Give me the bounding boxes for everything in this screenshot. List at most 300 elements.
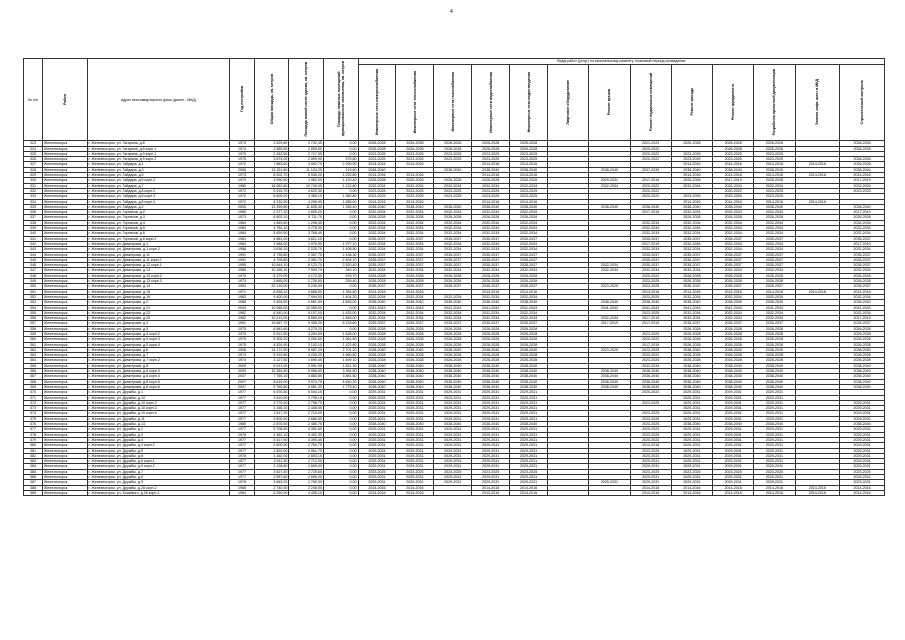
cell-num: 356 (24, 316, 43, 321)
cell-heating: 2029-2031 (396, 400, 434, 405)
col-header-construction-control: Строительный контроль (840, 64, 885, 140)
cell-basement: 2035-2037 (630, 263, 671, 268)
cell-construction-control: 2038-2040 (840, 384, 885, 389)
cell-basement: 2014-2016 (630, 490, 671, 495)
cell-water: 2038-2040 (472, 300, 510, 305)
cell-gas: 2029-2031 (434, 400, 472, 405)
cell-heating: 2026-2028 (396, 326, 434, 331)
cell-total-area: 1 849,60 (254, 220, 289, 225)
cell-roof: 2023-2025 (589, 347, 630, 352)
cell-nonres-area: 0,00 (323, 146, 358, 151)
cell-water: 2014-2016 (472, 490, 510, 495)
cell-construction-control: 2017-2019 (840, 210, 885, 215)
cell-address: г. Железногорск, ул. Димитрова, д.13 корп.2 (87, 273, 230, 278)
cell-heating: 2023-2025 (396, 151, 434, 156)
cell-foundation: 2026-2028 (713, 326, 754, 331)
cell-total-area: 3 162,00 (254, 453, 289, 458)
cell-water: 2032-2034 (472, 247, 510, 252)
cell-address: г. Железногорск, ул. Димитрова, д.8 корп.4 (87, 374, 230, 379)
cell-address: г. Железногорск, ул. Димитрова, д.8 корп.3 (87, 369, 230, 374)
cell-gas: 2038-2040 (434, 379, 472, 384)
cell-num: 362 (24, 347, 43, 352)
cell-address: г. Железногорск, ул. Дружбы, д.28 корп.2 (87, 485, 230, 490)
cell-construction-control: 2026-2028 (840, 157, 885, 162)
cell-electricity: 2038-2040 (358, 167, 396, 172)
cell-total-area: 19 667,70 (254, 321, 289, 326)
cell-gas: 2032-2034 (434, 210, 472, 215)
cell-water: 2038-2040 (472, 369, 510, 374)
cell-num: 331 (24, 183, 43, 188)
cell-year: 1977 (230, 459, 255, 464)
cell-total-area: 4 581,00 (254, 236, 289, 241)
cell-heating: 2029-2031 (396, 464, 434, 469)
cell-facade: 2026-2028 (671, 342, 712, 347)
cell-construction-control: 2029-2031 (840, 459, 885, 464)
cell-design-docs: 2026-2028 (754, 273, 795, 278)
cell-address: г. Железногорск, ул. Дружбы, д.6 (87, 453, 230, 458)
cell-electricity: 2026-2028 (358, 141, 396, 146)
cell-water: 2014-2016 (472, 173, 510, 178)
cell-facade: 2029-2031 (671, 395, 712, 400)
cell-address: г. Железногорск, ул. Дружбы, д.3 (87, 432, 230, 437)
cell-electricity: 2035-2037 (358, 321, 396, 326)
cell-sewerage: 2038-2040 (510, 347, 548, 352)
cell-basement: 2032-2034 (630, 220, 671, 225)
cell-water: 2032-2034 (472, 231, 510, 236)
cell-year: 2009 (230, 369, 255, 374)
cell-design-docs: 2023-2025 (754, 151, 795, 156)
cell-nonres-area: 0,00 (323, 490, 358, 495)
cell-gas: 2029-2031 (434, 406, 472, 411)
cell-year: 1977 (230, 395, 255, 400)
cell-water: 2032-2034 (472, 268, 510, 273)
cell-construction-control: 2017-2019 (840, 316, 885, 321)
cell-facade: 2014-2016 (671, 289, 712, 294)
cell-num: 371 (24, 395, 43, 400)
cell-address: г. Железногорск, ул. Димитрова, д.15 (87, 289, 230, 294)
cell-gas: 2038-2040 (434, 374, 472, 379)
cell-num: 323 (24, 141, 43, 146)
cell-nonres-area: 0,00 (323, 284, 358, 289)
cell-year: 1972 (230, 194, 255, 199)
cell-water: 2023-2025 (472, 188, 510, 193)
cell-construction-control: 2038-2040 (840, 369, 885, 374)
cell-heating: 2038-2040 (396, 422, 434, 427)
cell-gas: 2023-2025 (434, 157, 472, 162)
cell-electricity: 2014-2016 (358, 289, 396, 294)
cell-electricity: 2023-2025 (358, 188, 396, 193)
cell-living-area: 4 981,30 (289, 384, 324, 389)
cell-district: Железногорск (42, 173, 87, 178)
cell-facade: 2029-2031 (671, 411, 712, 416)
cell-design-docs: 2038-2040 (754, 167, 795, 172)
cell-total-area: 13 399,80 (254, 204, 289, 209)
cell-heating: 2029-2031 (396, 416, 434, 421)
cell-living-area: 2 702,40 (289, 141, 324, 146)
col-header-address: Адрес многоквартирного дома (далее - МКД) (87, 59, 230, 141)
cell-nonres-area: 0,00 (323, 432, 358, 437)
cell-living-area: 3 776,30 (289, 226, 324, 231)
cell-water: 2038-2040 (472, 374, 510, 379)
cell-district: Железногорск (42, 188, 87, 193)
cell-electricity: 2014-2016 (358, 162, 396, 167)
cell-facade: 2029-2031 (671, 432, 712, 437)
cell-basement: 2014-2016 (630, 485, 671, 490)
cell-address: г. Железногорск, ул. Горняков, д.2 (87, 210, 230, 215)
cell-construction-control: 2032-2034 (840, 231, 885, 236)
cell-foundation: 2023-2025 (713, 194, 754, 199)
cell-design-docs: 2032-2034 (754, 294, 795, 299)
cell-basement: 2038-2040 (630, 379, 671, 384)
cell-gas: 2029-2031 (434, 443, 472, 448)
cell-design-docs: 2014-2016 (754, 173, 795, 178)
cell-design-docs: 2029-2031 (754, 459, 795, 464)
cell-sewerage: 2029-2031 (510, 390, 548, 395)
cell-construction-control: 2032-2034 (840, 294, 885, 299)
cell-year: 1973 (230, 173, 255, 178)
cell-design-docs: 2038-2040 (754, 379, 795, 384)
cell-water: 2026-2028 (472, 358, 510, 363)
cell-basement: 2032-2034 (630, 226, 671, 231)
cell-design-docs: 2014-2016 (754, 199, 795, 204)
cell-facade: 2032-2034 (671, 268, 712, 273)
cell-sewerage: 2029-2031 (510, 464, 548, 469)
cell-year: 2007 (230, 379, 255, 384)
cell-district: Железногорск (42, 443, 87, 448)
cell-basement: 2020-2022 (630, 146, 671, 151)
cell-facade: 2026-2028 (671, 178, 712, 183)
cell-facade: 2029-2031 (671, 437, 712, 442)
cell-living-area: 7 994,00 (289, 294, 324, 299)
cell-water: 2038-2040 (472, 363, 510, 368)
cell-design-docs: 2029-2031 (754, 448, 795, 453)
cell-electricity: 2032-2034 (358, 294, 396, 299)
cell-total-area: 3 800,00 (254, 443, 289, 448)
cell-nonres-area: 1 848,00 (323, 316, 358, 321)
cell-num: 388 (24, 485, 43, 490)
cell-year: 1974 (230, 358, 255, 363)
cell-design-docs: 2032-2034 (754, 183, 795, 188)
cell-heating: 2032-2034 (396, 268, 434, 273)
cell-foundation: 2029-2031 (713, 432, 754, 437)
cell-basement: 2032-2034 (630, 247, 671, 252)
cell-sewerage: 2029-2031 (510, 406, 548, 411)
cell-construction-control: 2026-2028 (840, 273, 885, 278)
cell-nonres-area: 0,00 (323, 485, 358, 490)
cell-gas: 2026-2028 (434, 215, 472, 220)
cell-foundation: 2026-2028 (713, 273, 754, 278)
cell-heating: 2041-2043 (396, 305, 434, 310)
cell-facade: 2035-2037 (671, 252, 712, 257)
cell-construction-control: 2014-2016 (840, 490, 885, 495)
cell-electricity: 2026-2028 (358, 353, 396, 358)
cell-address: г. Железногорск, ул. Димитрова, д.25 (87, 316, 230, 321)
cell-living-area: 2 991,00 (289, 363, 324, 368)
cell-gas: 2029-2031 (434, 453, 472, 458)
cell-electricity: 2032-2034 (358, 316, 396, 321)
cell-facade: 2026-2028 (671, 353, 712, 358)
cell-design-docs: 2035-2037 (754, 321, 795, 326)
cell-address: г. Железногорск, ул. Гайдара, д.1 (87, 162, 230, 167)
cell-design-docs: 2026-2028 (754, 141, 795, 146)
cell-facade: 2035-2037 (671, 236, 712, 241)
cell-sewerage: 2026-2028 (510, 358, 548, 363)
cell-electricity: 2032-2034 (358, 226, 396, 231)
col-header-year: Год постройки (230, 59, 255, 141)
cell-sewerage: 2029-2031 (510, 400, 548, 405)
cell-gas: 2026-2028 (434, 353, 472, 358)
cell-foundation: 2029-2031 (713, 453, 754, 458)
cell-facade: 2026-2028 (671, 279, 712, 284)
cell-construction-control: 2035-2037 (840, 284, 885, 289)
cell-facade: 2029-2031 (671, 416, 712, 421)
cell-year: 1978 (230, 480, 255, 485)
cell-electricity: 2014-2016 (358, 485, 396, 490)
cell-district: Железногорск (42, 432, 87, 437)
cell-design-docs: 2032-2034 (754, 247, 795, 252)
cell-foundation: 2026-2028 (713, 215, 754, 220)
cell-year: 1993 (230, 284, 255, 289)
cell-design-docs: 2029-2031 (754, 432, 795, 437)
cell-design-docs: 2038-2040 (754, 204, 795, 209)
cell-address: г. Железногорск, ул. Гайдара, д.3 (87, 167, 230, 172)
cell-water: 2032-2034 (472, 316, 510, 321)
cell-construction-control: 2029-2031 (840, 416, 885, 421)
cell-living-area: 4 406,10 (289, 490, 324, 495)
cell-gas: 2032-2034 (434, 183, 472, 188)
cell-facade: 2026-2028 (671, 215, 712, 220)
cell-sewerage: 2023-2025 (510, 188, 548, 193)
cell-construction-control: 2026-2028 (840, 146, 885, 151)
cell-total-area: 10 413,00 (254, 316, 289, 321)
cell-sewerage: 2038-2040 (510, 167, 548, 172)
cell-water: 2029-2031 (472, 390, 510, 395)
cell-living-area: 4 239,20 (289, 353, 324, 358)
cell-gas: 2041-2043 (434, 305, 472, 310)
cell-num: 351 (24, 289, 43, 294)
cell-sewerage: 2026-2028 (510, 146, 548, 151)
cell-num: 345 (24, 257, 43, 262)
cell-foundation: 2029-2031 (713, 448, 754, 453)
cell-gas: 2026-2028 (434, 342, 472, 347)
cell-living-area: 4 688,50 (289, 289, 324, 294)
cell-electricity: 2038-2040 (358, 300, 396, 305)
cell-gas: 2032-2034 (434, 247, 472, 252)
cell-sewerage: 2026-2028 (510, 141, 548, 146)
cell-design-docs: 2029-2031 (754, 464, 795, 469)
cell-district: Железногорск (42, 310, 87, 315)
cell-basement: 2020-2022 (630, 194, 671, 199)
cell-facade: 2014-2016 (671, 485, 712, 490)
cell-water: 2026-2028 (472, 337, 510, 342)
cell-district: Железногорск (42, 162, 87, 167)
cell-facade: 2041-2043 (671, 305, 712, 310)
cell-num: 341 (24, 236, 43, 241)
cell-foundation: 2032-2034 (713, 210, 754, 215)
cell-year: 1988 (230, 300, 255, 305)
cell-living-area: 2 061,70 (289, 448, 324, 453)
cell-district: Железногорск (42, 294, 87, 299)
cell-water: 2029-2031 (472, 427, 510, 432)
cell-basement: 2020-2022 (630, 390, 671, 395)
cell-construction-control: 2029-2031 (840, 475, 885, 480)
cell-address: г. Железногорск, ул. Димитрова, д.5 корп.3 (87, 337, 230, 342)
cell-year: 1972 (230, 199, 255, 204)
cell-living-area: 10 740,00 (289, 183, 324, 188)
cell-gas: 2035-2037 (434, 321, 472, 326)
cell-sewerage: 2023-2025 (510, 157, 548, 162)
cell-num: 368 (24, 379, 43, 384)
cell-design-docs: 2023-2025 (754, 469, 795, 474)
cell-foundation: 2026-2028 (713, 358, 754, 363)
cell-total-area: 3 165,10 (254, 406, 289, 411)
cell-foundation: 2038-2040 (713, 347, 754, 352)
cell-water: 2029-2031 (472, 480, 510, 485)
cell-nonres-area: 0,00 (323, 475, 358, 480)
cell-nonres-area: 1 354,60 (323, 289, 358, 294)
cell-construction-control: 2035-2037 (840, 321, 885, 326)
cell-district: Железногорск (42, 369, 87, 374)
cell-basement: 2023-2025 (630, 284, 671, 289)
cell-sewerage: 2038-2040 (510, 384, 548, 389)
cell-num: 327 (24, 162, 43, 167)
cell-nonres-area: 0,00 (323, 464, 358, 469)
cell-total-area: 7 663,60 (254, 162, 289, 167)
cell-design-docs: 2035-2037 (754, 284, 795, 289)
cell-num: 336 (24, 210, 43, 215)
cell-address: г. Железногорск, ул. Дружбы, д.10 корп.2 (87, 400, 230, 405)
cell-construction-control: 2035-2037 (840, 252, 885, 257)
cell-nonres-area: 1 499,10 (323, 358, 358, 363)
cell-water: 2026-2028 (472, 215, 510, 220)
cell-num: 360 (24, 337, 43, 342)
cell-water: 2029-2031 (472, 443, 510, 448)
cell-construction-control: 2023-2025 (840, 188, 885, 193)
cell-nonres-area: 4 640,30 (323, 379, 358, 384)
cell-sewerage: 2029-2031 (510, 437, 548, 442)
cell-foundation: 2017-2019 (713, 178, 754, 183)
cell-living-area: 5 107,00 (289, 310, 324, 315)
cell-year: 1977 (230, 406, 255, 411)
cell-construction-control: 2035-2037 (840, 257, 885, 262)
cell-facade: 2029-2031 (671, 475, 712, 480)
cell-facade: 2035-2037 (671, 284, 712, 289)
cell-total-area: 5 919,80 (254, 353, 289, 358)
cell-design-docs: 2032-2034 (754, 316, 795, 321)
cell-water: 2026-2028 (472, 279, 510, 284)
cell-heating: 2026-2028 (396, 337, 434, 342)
cell-electricity: 2038-2040 (358, 369, 396, 374)
cell-basement: 2032-2034 (630, 268, 671, 273)
cell-heating: 2032-2034 (396, 183, 434, 188)
cell-district: Железногорск (42, 321, 87, 326)
cell-foundation: 2029-2031 (713, 475, 754, 480)
cell-nonres-area: 1 628,00 (323, 331, 358, 336)
cell-gas: 2029-2031 (434, 475, 472, 480)
cell-living-area: 4 172,30 (289, 273, 324, 278)
cell-design-docs: 2035-2037 (754, 236, 795, 241)
cell-water: 2026-2028 (472, 342, 510, 347)
cell-sewerage: 2014-2016 (510, 173, 548, 178)
cell-address: г. Железногорск, ул. Димитрова, д.7 (87, 353, 230, 358)
cell-electricity: 2029-2031 (358, 480, 396, 485)
cell-total-area: 3 770,00 (254, 400, 289, 405)
cell-basement: 2020-2022 (630, 273, 671, 278)
table-row (24, 490, 885, 495)
cell-total-area: 7 765,10 (254, 374, 289, 379)
cell-living-area: 10 065,00 (289, 305, 324, 310)
cell-electricity: 2026-2028 (358, 279, 396, 284)
cell-address: г. Железногорск, ул. Димитрова, д.12 корп.1 (87, 263, 230, 268)
cell-heating: 2029-2031 (396, 437, 434, 442)
cell-water: 2032-2034 (472, 183, 510, 188)
cell-construction-control: 2026-2028 (840, 162, 885, 167)
cell-address: г. Железногорск, ул. Димитрова, д.6 (87, 347, 230, 352)
cell-construction-control: 2035-2037 (840, 263, 885, 268)
cell-facade: 2014-2016 (671, 199, 712, 204)
cell-nonres-area: 0,00 (323, 422, 358, 427)
cell-num: 369 (24, 384, 43, 389)
cell-total-area: 10 155,10 (254, 268, 289, 273)
cell-district: Железногорск (42, 485, 87, 490)
cell-construction-control: 2038-2040 (840, 379, 885, 384)
cell-facade: 2038-2040 (671, 300, 712, 305)
cell-construction-control: 2029-2031 (840, 432, 885, 437)
cell-foundation: 2029-2031 (713, 395, 754, 400)
cell-design-docs: 2026-2028 (754, 358, 795, 363)
cell-construction-control: 2026-2028 (840, 342, 885, 347)
cell-total-area: 8 002,70 (254, 173, 289, 178)
cell-water: 2038-2040 (472, 167, 510, 172)
cell-construction-control: 2017-2019 (840, 241, 885, 246)
cell-heating: 2032-2034 (396, 310, 434, 315)
col-header-living-area: Площадь жилой части здания, кв. метров (289, 59, 324, 141)
cell-gas: 2026-2028 (434, 337, 472, 342)
cell-facade: 2026-2028 (671, 326, 712, 331)
cell-total-area: 8 232,90 (254, 199, 289, 204)
cell-nonres-area: 0,00 (323, 427, 358, 432)
cell-basement: 2020-2022 (630, 337, 671, 342)
cell-living-area: 3 250,60 (289, 337, 324, 342)
cell-foundation: 2023-2025 (713, 151, 754, 156)
cell-gas: 2029-2031 (434, 480, 472, 485)
cell-district: Железногорск (42, 437, 87, 442)
cell-gas: 2026-2028 (434, 326, 472, 331)
cell-year: 1991 (230, 252, 255, 257)
cell-heating: 2038-2040 (396, 204, 434, 209)
cell-construction-control: 2014-2016 (840, 485, 885, 490)
cell-num: 379 (24, 437, 43, 442)
cell-living-area: 2 795,10 (289, 395, 324, 400)
cell-foundation: 2032-2034 (713, 294, 754, 299)
cell-foundation: 2032-2034 (713, 241, 754, 246)
cell-electricity: 2038-2040 (358, 422, 396, 427)
cell-address: г. Железногорск, ул. Димитрова, д.1 (87, 241, 230, 246)
cell-gas: 2029-2031 (434, 459, 472, 464)
cell-num: 339 (24, 226, 43, 231)
cell-gas: 2026-2028 (434, 273, 472, 278)
cell-heating: 2014-2016 (396, 162, 434, 167)
cell-living-area: 8 123,70 (289, 263, 324, 268)
cell-living-area: 3 102,10 (289, 342, 324, 347)
cell-address: г. Железногорск, ул. Дружбы, д.4 (87, 437, 230, 442)
cell-basement: 2035-2037 (630, 236, 671, 241)
cell-district: Железногорск (42, 395, 87, 400)
cell-num: 382 (24, 453, 43, 458)
cell-total-area: 20 139,00 (254, 284, 289, 289)
cell-roof: 2038-2040 (589, 369, 630, 374)
cell-facade: 2014-2016 (671, 173, 712, 178)
